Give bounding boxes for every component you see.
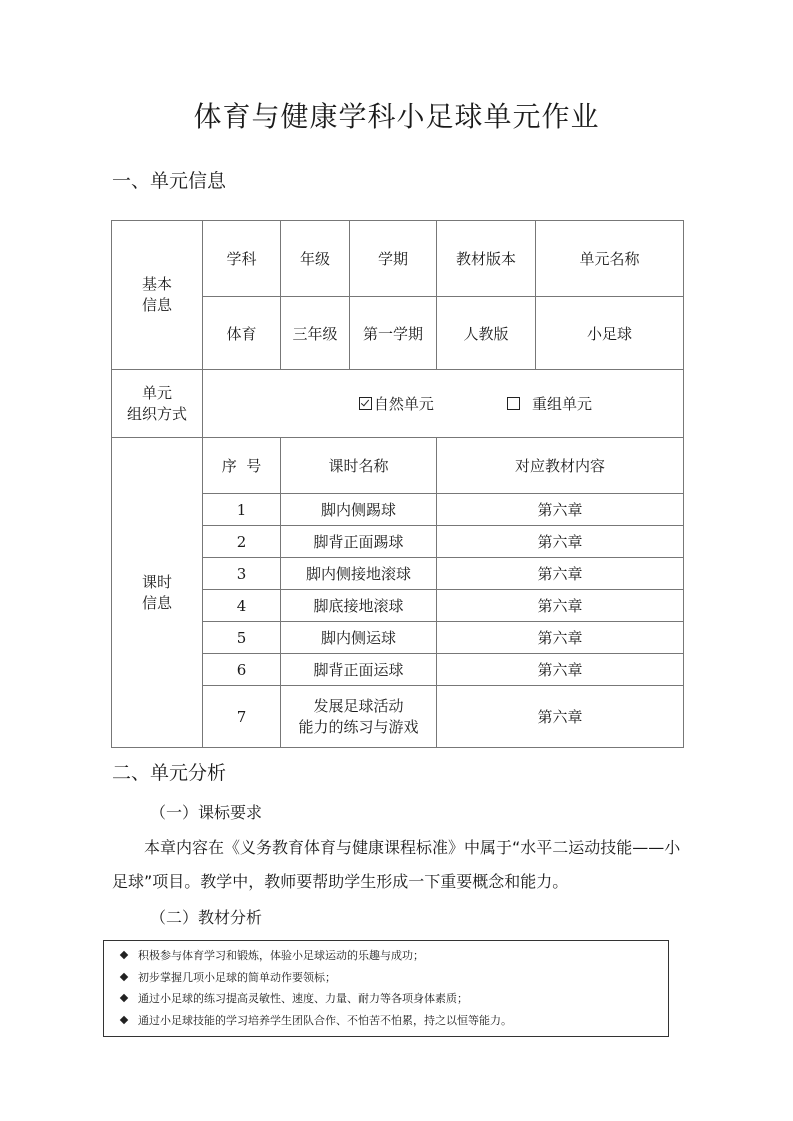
lesson-name: 发展足球活动 能力的练习与游戏	[281, 686, 437, 748]
lesson-content: 第六章	[437, 654, 684, 686]
value-cell: 人教版	[437, 297, 536, 370]
lesson-info-label: 课时 信息	[112, 438, 203, 748]
diamond-bullet-icon	[120, 994, 128, 1002]
header-cell: 教材版本	[437, 221, 536, 297]
lesson-no: 3	[203, 558, 281, 590]
list-item: 通过小足球技能的学习培养学生团队合作、不怕苦不怕累，持之以恒等能力。	[138, 1010, 668, 1032]
subsection-textbook-analysis: （二）教材分析	[150, 908, 263, 927]
diamond-bullet-icon	[120, 1015, 128, 1023]
org-method-label: 单元 组织方式	[112, 370, 203, 438]
section-heading-unit-info: 一、单元信息	[112, 170, 227, 192]
lesson-no: 1	[203, 494, 281, 526]
regroup-unit-option[interactable]: 重组单元	[507, 393, 592, 414]
lesson-content: 第六章	[437, 526, 684, 558]
lesson-name: 脚内侧踢球	[281, 494, 437, 526]
lesson-header-cell: 序 号	[203, 438, 281, 494]
value-cell: 第一学期	[350, 297, 437, 370]
header-cell: 学科	[203, 221, 281, 297]
header-cell: 学期	[350, 221, 437, 297]
lesson-content: 第六章	[437, 494, 684, 526]
diamond-bullet-icon	[120, 972, 128, 980]
lesson-content: 第六章	[437, 622, 684, 654]
list-item: 积极参与体育学习和锻炼，体验小足球运动的乐趣与成功；	[138, 945, 668, 967]
lesson-no: 4	[203, 590, 281, 622]
lesson-name: 脚内侧接地滚球	[281, 558, 437, 590]
lesson-no: 2	[203, 526, 281, 558]
lesson-no: 5	[203, 622, 281, 654]
textbook-analysis-box	[103, 940, 669, 1037]
value-cell: 三年级	[281, 297, 350, 370]
header-cell: 年级	[281, 221, 350, 297]
lesson-header-cell: 对应教材内容	[437, 438, 684, 494]
header-cell: 单元名称	[536, 221, 684, 297]
checked-box-icon	[359, 397, 372, 410]
lesson-no: 7	[203, 686, 281, 748]
lesson-content: 第六章	[437, 590, 684, 622]
lesson-no: 6	[203, 654, 281, 686]
lesson-name: 脚内侧运球	[281, 622, 437, 654]
lesson-content: 第六章	[437, 686, 684, 748]
page-title: 体育与健康学科小足球单元作业	[193, 100, 600, 133]
list-item: 初步掌握几项小足球的简单动作要领标；	[138, 967, 668, 989]
lesson-name: 脚背正面踢球	[281, 526, 437, 558]
list-item: 通过小足球的练习提高灵敏性、速度、力量、耐力等各项身体素质；	[138, 988, 668, 1010]
value-cell: 小足球	[536, 297, 684, 370]
org-method-options	[203, 370, 684, 438]
diamond-bullet-icon	[120, 951, 128, 959]
section-heading-unit-analysis: 二、单元分析	[112, 762, 227, 784]
curriculum-paragraph: 本章内容在《义务教育体育与健康课程标准》中属于“水平二运动技能——小足球”项目。教学中，教师要帮助学生形成一下重要概念和能力。	[112, 838, 681, 891]
lesson-header-cell: 课时名称	[281, 438, 437, 494]
lesson-name: 脚底接地滚球	[281, 590, 437, 622]
natural-unit-option[interactable]: 自然单元	[359, 393, 434, 414]
unit-info-table	[111, 220, 684, 748]
unchecked-box-icon	[507, 397, 520, 410]
lesson-name: 脚背正面运球	[281, 654, 437, 686]
basic-info-label: 基本 信息	[112, 221, 203, 370]
value-cell: 体育	[203, 297, 281, 370]
subsection-curriculum-requirements: （一）课标要求	[150, 803, 263, 822]
lesson-content: 第六章	[437, 558, 684, 590]
